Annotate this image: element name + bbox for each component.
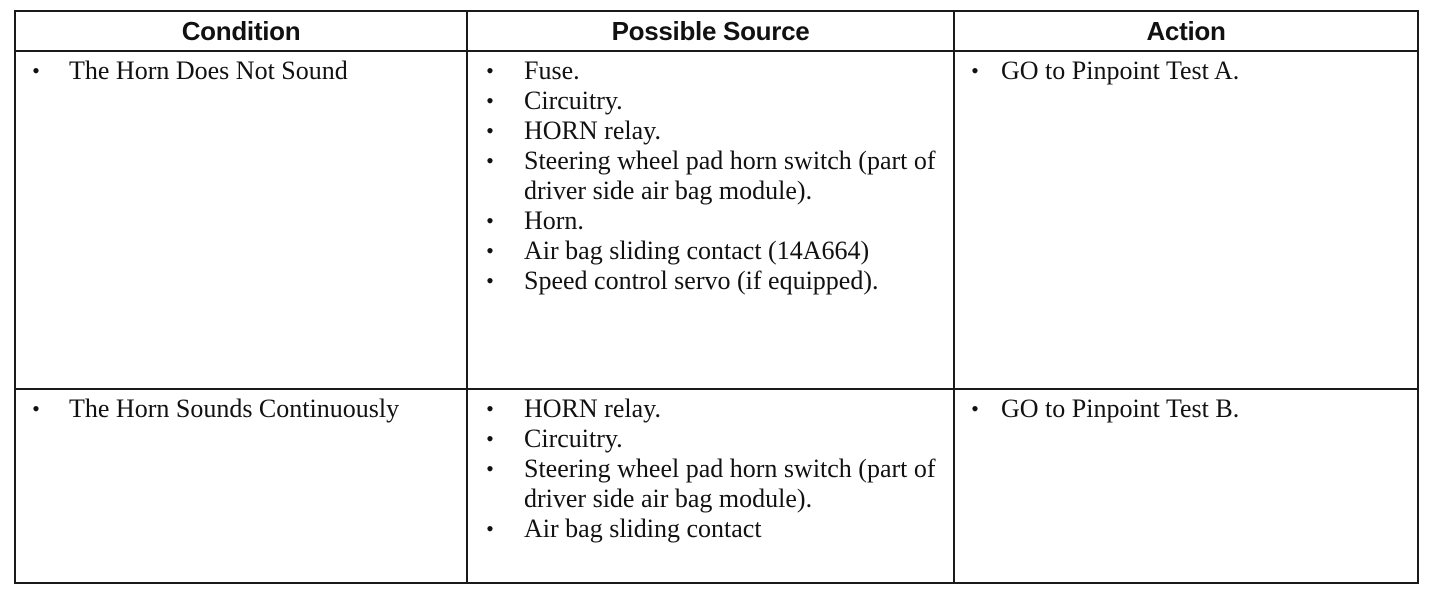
bullet-icon: • [486,426,494,451]
list-item [22,394,460,424]
header-possible-source: Possible Source [467,11,954,51]
source-text: Steering wheel pad horn switch (part of driver side air bag module). [524,454,936,513]
source-text: Circuitry. [524,86,623,115]
bullet-icon: • [486,148,494,173]
header-condition: Condition [15,11,467,51]
action-text: GO to Pinpoint Test B. [1001,394,1240,423]
table-row [15,51,1418,389]
bullet-icon: • [486,58,494,83]
bullet-icon: • [486,208,494,233]
source-text: Steering wheel pad horn switch (part of driver side air bag module). [524,146,936,205]
list-item [474,206,947,236]
bullet-icon: • [32,58,40,83]
action-cell [954,51,1418,389]
action-cell [954,389,1418,583]
source-text: HORN relay. [524,394,661,423]
condition-cell [15,389,467,583]
list-item [474,514,947,544]
condition-text: The Horn Does Not Sound [69,56,348,85]
possible-source-cell [467,51,954,389]
list-item [961,56,1411,86]
table-row [15,389,1418,583]
bullet-icon: • [486,118,494,143]
diagnosis-table [14,10,1419,584]
bullet-icon: • [32,396,40,421]
bullet-icon: • [486,396,494,421]
source-text: HORN relay. [524,116,661,145]
bullet-icon: • [486,88,494,113]
list-item [474,86,947,116]
possible-source-cell [467,389,954,583]
bullet-icon: • [971,396,979,421]
bullet-icon: • [971,58,979,83]
list-item [474,266,947,296]
bullet-icon: • [486,268,494,293]
source-text: Fuse. [524,56,580,85]
bullet-icon: • [486,238,494,263]
action-text: GO to Pinpoint Test A. [1001,56,1240,85]
table-header-row [15,11,1418,51]
source-text: Air bag sliding contact [524,514,762,543]
bullet-icon: • [486,456,494,481]
list-item [474,146,947,206]
condition-cell [15,51,467,389]
source-text: Air bag sliding contact (14A664) [524,236,870,265]
list-item [474,424,947,454]
list-item [474,56,947,86]
header-action: Action [954,11,1418,51]
list-item [474,236,947,266]
list-item [22,56,460,86]
list-item [474,116,947,146]
list-item [474,454,947,514]
source-text: Speed control servo (if equipped). [524,266,879,295]
source-text: Horn. [524,206,584,235]
list-item [474,394,947,424]
bullet-icon: • [486,516,494,541]
source-text: Circuitry. [524,424,623,453]
list-item [961,394,1411,424]
condition-text: The Horn Sounds Continuously [69,394,400,423]
